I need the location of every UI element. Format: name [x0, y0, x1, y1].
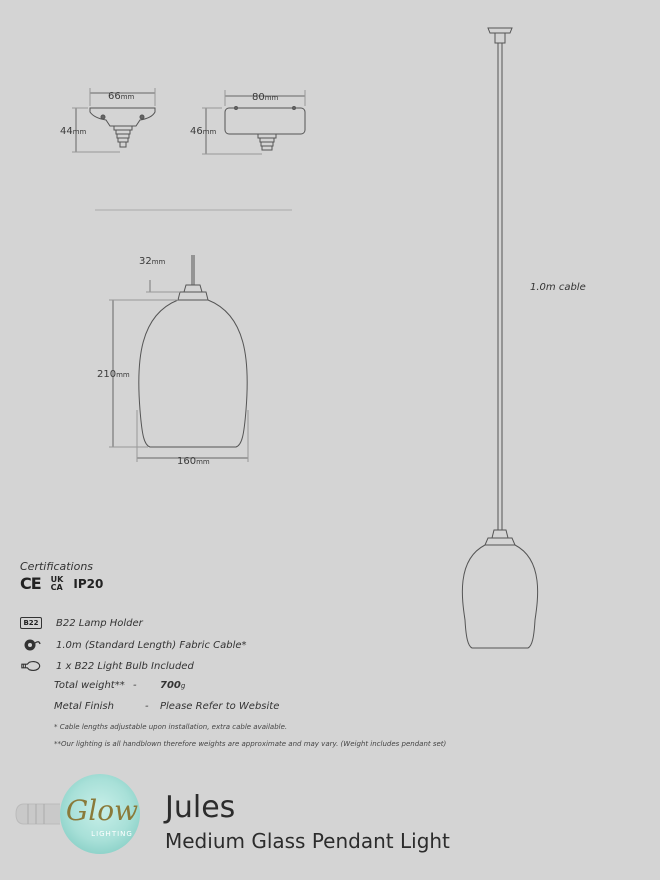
- spec-finish-dash: -: [145, 701, 149, 712]
- spec-cable: 1.0m (Standard Length) Fabric Cable*: [20, 638, 247, 652]
- spec-finish-label: Metal Finish: [54, 701, 114, 712]
- glow-lighting-logo: [14, 768, 154, 868]
- dim-46-label: 46mm: [190, 126, 217, 137]
- ce-mark-icon: CE: [20, 574, 41, 593]
- dim-44-label: 44mm: [60, 126, 87, 137]
- dim-80-label: 80mm: [252, 92, 279, 103]
- ip-rating-badge: IP20: [73, 576, 104, 591]
- dim-32-label: 32mm: [139, 256, 166, 267]
- light-bulb-icon: [20, 659, 42, 673]
- product-description: Medium Glass Pendant Light: [165, 829, 450, 853]
- logo-word: Glow: [65, 794, 139, 827]
- dim-210-label: 210mm: [97, 369, 130, 380]
- certifications-title: Certifications: [20, 560, 94, 573]
- cable-coil-icon: [20, 638, 42, 652]
- dim-160-label: 160mm: [177, 456, 210, 467]
- spec-weight-label: Total weight**: [54, 680, 125, 691]
- certifications-row: [20, 574, 103, 593]
- cable-length-label: 1.0m cable: [530, 282, 586, 293]
- spec-weight-dash: -: [133, 680, 137, 691]
- spec-lamp-holder: B22 B22 Lamp Holder: [20, 616, 143, 630]
- b22-holder-icon: B22: [20, 616, 42, 630]
- ukca-mark-icon: UK CA: [50, 574, 64, 592]
- dim-66-label: 66mm: [108, 91, 135, 102]
- spec-bulb: 1 x B22 Light Bulb Included: [20, 659, 194, 673]
- logo-sub: LIGHTING: [91, 830, 133, 838]
- spec-finish-value: Please Refer to Website: [160, 701, 280, 712]
- product-name: Jules: [165, 790, 236, 825]
- note-cable: * Cable lengths adjustable upon installation, extra cable available.: [54, 723, 288, 731]
- shade-detail-drawing: [109, 255, 248, 462]
- note-weight: **Our lighting is all handblown therefore weights are approximate and may vary. (Weight includes pendant set): [54, 740, 447, 748]
- spec-weight-value: 700g: [160, 680, 186, 691]
- full-pendant-drawing: [462, 28, 537, 648]
